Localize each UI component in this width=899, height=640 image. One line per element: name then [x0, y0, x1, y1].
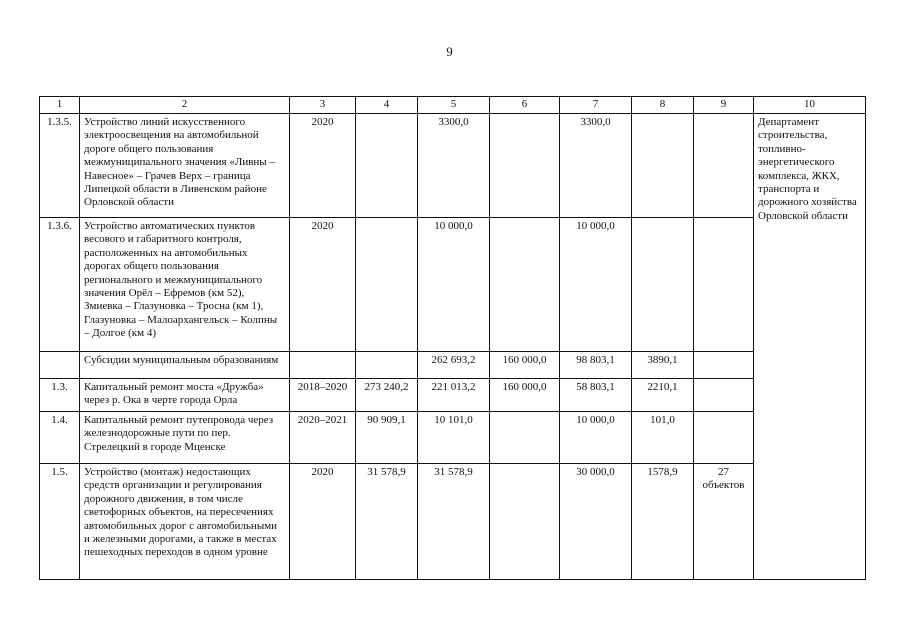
row-period: 2020–2021 [290, 412, 356, 464]
table-header-row [40, 97, 866, 114]
row-total: 31 578,9 [356, 464, 418, 580]
row-regional: 3300,0 [560, 114, 632, 218]
row-description: Устройство автоматических пунктов весового и габаритного контроля, расположенных на автомобильных дорогах общего пользования регионального и межмуниципального значения Орёл – Ефремов (км 52), Змиевка – Глазуновка – Тросна (км 1), Глазуновка – Малоархангельск – Колпны – Долгое (км 4) [80, 218, 290, 352]
header-cell: 1 [40, 97, 80, 114]
row-number [40, 352, 80, 379]
row-amount-2020: 3300,0 [418, 114, 490, 218]
row-amount-2020: 221 013,2 [418, 379, 490, 412]
row-period: 2020 [290, 218, 356, 352]
header-cell: 4 [356, 97, 418, 114]
row-regional: 10 000,0 [560, 218, 632, 352]
header-cell: 7 [560, 97, 632, 114]
row-local: 101,0 [632, 412, 694, 464]
row-total [356, 114, 418, 218]
row-total: 90 909,1 [356, 412, 418, 464]
table-row [40, 114, 866, 218]
header-cell: 3 [290, 97, 356, 114]
header-cell: 10 [754, 97, 866, 114]
row-result [694, 218, 754, 352]
row-local: 1578,9 [632, 464, 694, 580]
row-description: Капитальный ремонт моста «Дружба» через р. Ока в черте города Орла [80, 379, 290, 412]
row-amount-2020: 31 578,9 [418, 464, 490, 580]
page-number: 9 [446, 44, 453, 59]
row-number: 1.5. [40, 464, 80, 580]
row-result [694, 114, 754, 218]
row-federal: 160 000,0 [490, 379, 560, 412]
row-result [694, 379, 754, 412]
row-result: 27 объектов [694, 464, 754, 580]
row-amount-2020: 10 101,0 [418, 412, 490, 464]
header-cell: 9 [694, 97, 754, 114]
row-regional: 10 000,0 [560, 412, 632, 464]
row-federal [490, 464, 560, 580]
header-cell: 6 [490, 97, 560, 114]
row-regional: 30 000,0 [560, 464, 632, 580]
row-period: 2018–2020 [290, 379, 356, 412]
row-number: 1.3. [40, 379, 80, 412]
row-number: 1.3.6. [40, 218, 80, 352]
table-row [40, 412, 866, 464]
row-total [356, 218, 418, 352]
row-description: Субсидии муниципальным образованиям [80, 352, 290, 379]
table-row [40, 218, 866, 352]
row-period [290, 352, 356, 379]
table-row [40, 352, 866, 379]
row-total [356, 352, 418, 379]
department-cell: Департамент строительства, топливно-энергетического комплекса, ЖКХ, транспорта и дорожного хозяйства Орловской области [754, 114, 866, 580]
row-regional: 98 803,1 [560, 352, 632, 379]
row-description: Устройство (монтаж) недостающих средств организации и регулирования дорожного движения, в том числе светофорных объектов, на пересечениях автомобильных дорог с автомобильными и железными дорогами, а также в местах пешеходных переходов в одном уровне [80, 464, 290, 580]
row-amount-2020: 262 693,2 [418, 352, 490, 379]
row-local [632, 218, 694, 352]
row-description: Устройство линий искусственного электроосвещения на автомобильной дороге общего пользования межмуниципального значения «Ливны – Навесное» – Грачев Верх – граница Липецкой области в Ливенском районе Орловской области [80, 114, 290, 218]
row-result [694, 352, 754, 379]
data-table [39, 96, 866, 580]
row-total: 273 240,2 [356, 379, 418, 412]
row-number: 1.3.5. [40, 114, 80, 218]
row-local [632, 114, 694, 218]
row-federal [490, 218, 560, 352]
row-regional: 58 803,1 [560, 379, 632, 412]
row-federal: 160 000,0 [490, 352, 560, 379]
row-description: Капитальный ремонт путепровода через железнодорожные пути по пер. Стрелецкий в городе Мценске [80, 412, 290, 464]
row-period: 2020 [290, 464, 356, 580]
header-cell: 5 [418, 97, 490, 114]
row-local: 2210,1 [632, 379, 694, 412]
row-local: 3890,1 [632, 352, 694, 379]
row-period: 2020 [290, 114, 356, 218]
row-result [694, 412, 754, 464]
row-amount-2020: 10 000,0 [418, 218, 490, 352]
header-cell: 2 [80, 97, 290, 114]
table-row [40, 464, 866, 580]
header-cell: 8 [632, 97, 694, 114]
table-row [40, 379, 866, 412]
row-federal [490, 412, 560, 464]
row-federal [490, 114, 560, 218]
row-number: 1.4. [40, 412, 80, 464]
